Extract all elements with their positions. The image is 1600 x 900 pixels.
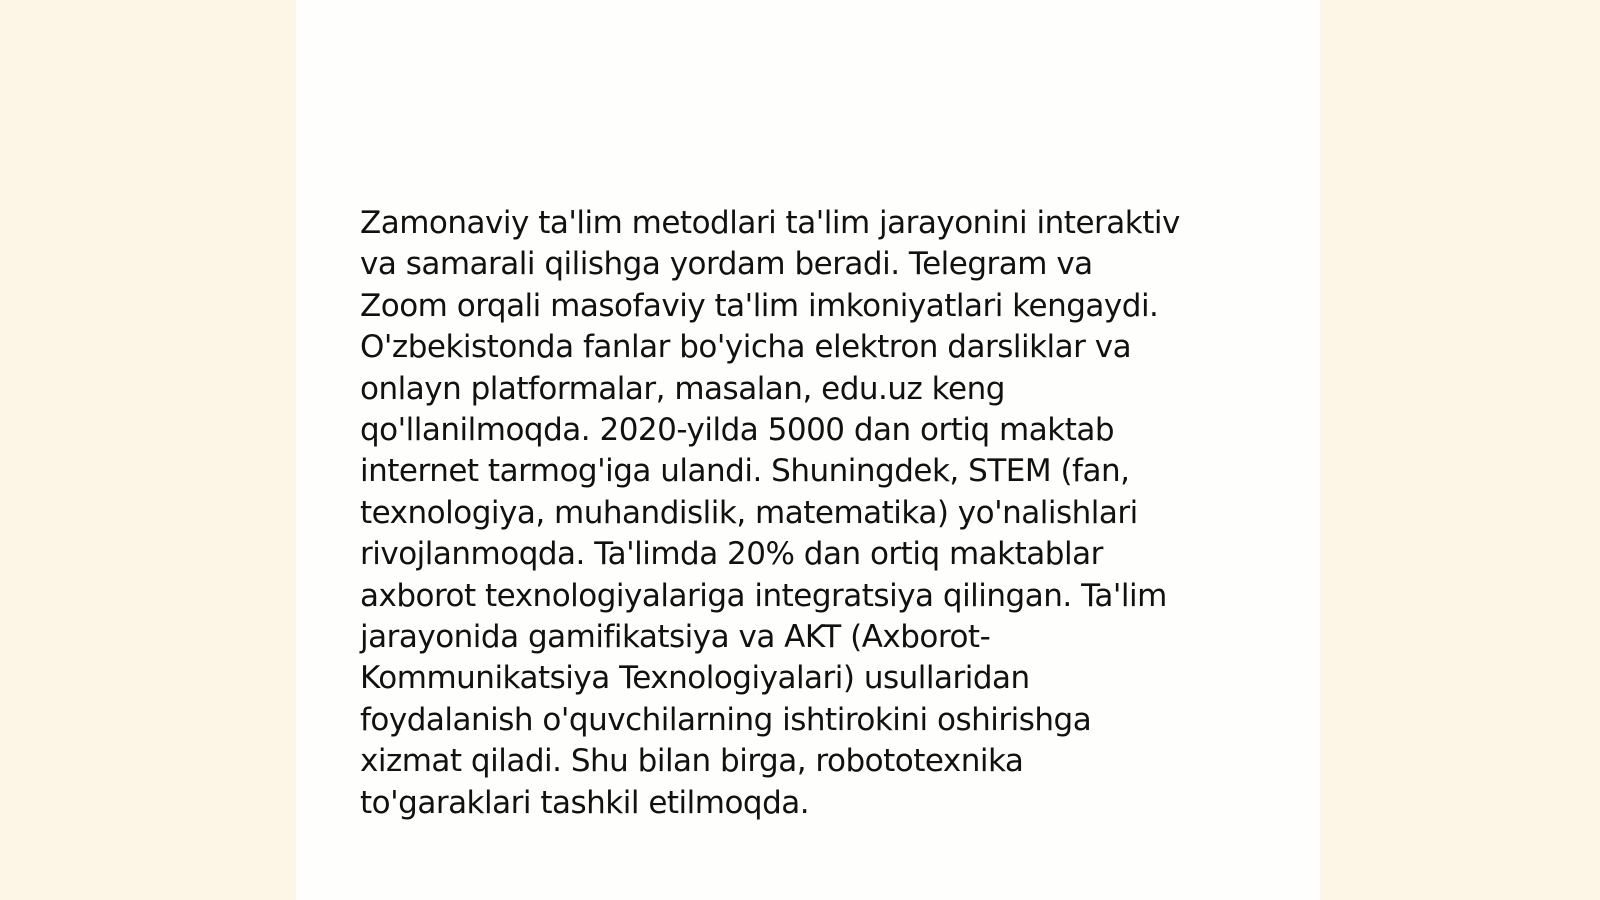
paragraph-line: O'zbekistonda fanlar bo'yicha elektron darsliklar va bbox=[360, 329, 1132, 366]
body-paragraph bbox=[360, 203, 1250, 824]
paragraph-line: internet tarmog'iga ulandi. Shuningdek, STEM (fan, bbox=[360, 453, 1130, 490]
paragraph-line: Kommunikatsiya Texnologiyalari) usullaridan bbox=[360, 660, 1030, 697]
paragraph-line: rivojlanmoqda. Ta'limda 20% dan ortiq maktablar bbox=[360, 536, 1103, 573]
paragraph-line: onlayn platformalar, masalan, edu.uz keng bbox=[360, 370, 1005, 407]
paragraph-line: foydalanish o'quvchilarning ishtirokini oshirishga bbox=[360, 701, 1092, 738]
paragraph-line: qo'llanilmoqda. 2020-yilda 5000 dan ortiq maktab bbox=[360, 412, 1115, 449]
paragraph-line: va samarali qilishga yordam beradi. Telegram va bbox=[360, 246, 1093, 283]
paragraph-line: Zamonaviy ta'lim metodlari ta'lim jarayonini interaktiv bbox=[360, 205, 1180, 241]
paragraph-line: texnologiya, muhandislik, matematika) yo'nalishlari bbox=[360, 494, 1138, 531]
paragraph-line: jarayonida gamifikatsiya va AKT (Axborot- bbox=[360, 619, 991, 656]
paragraph-line: to'garaklari tashkil etilmoqda. bbox=[360, 784, 810, 821]
paragraph-line: axborot texnologiyalariga integratsiya qilingan. Ta'lim bbox=[360, 577, 1167, 614]
paragraph-line: Zoom orqali masofaviy ta'lim imkoniyatlari kengaydi. bbox=[360, 287, 1159, 324]
document-page bbox=[296, 0, 1320, 900]
paragraph-line: xizmat qiladi. Shu bilan birga, robototexnika bbox=[360, 743, 1024, 780]
